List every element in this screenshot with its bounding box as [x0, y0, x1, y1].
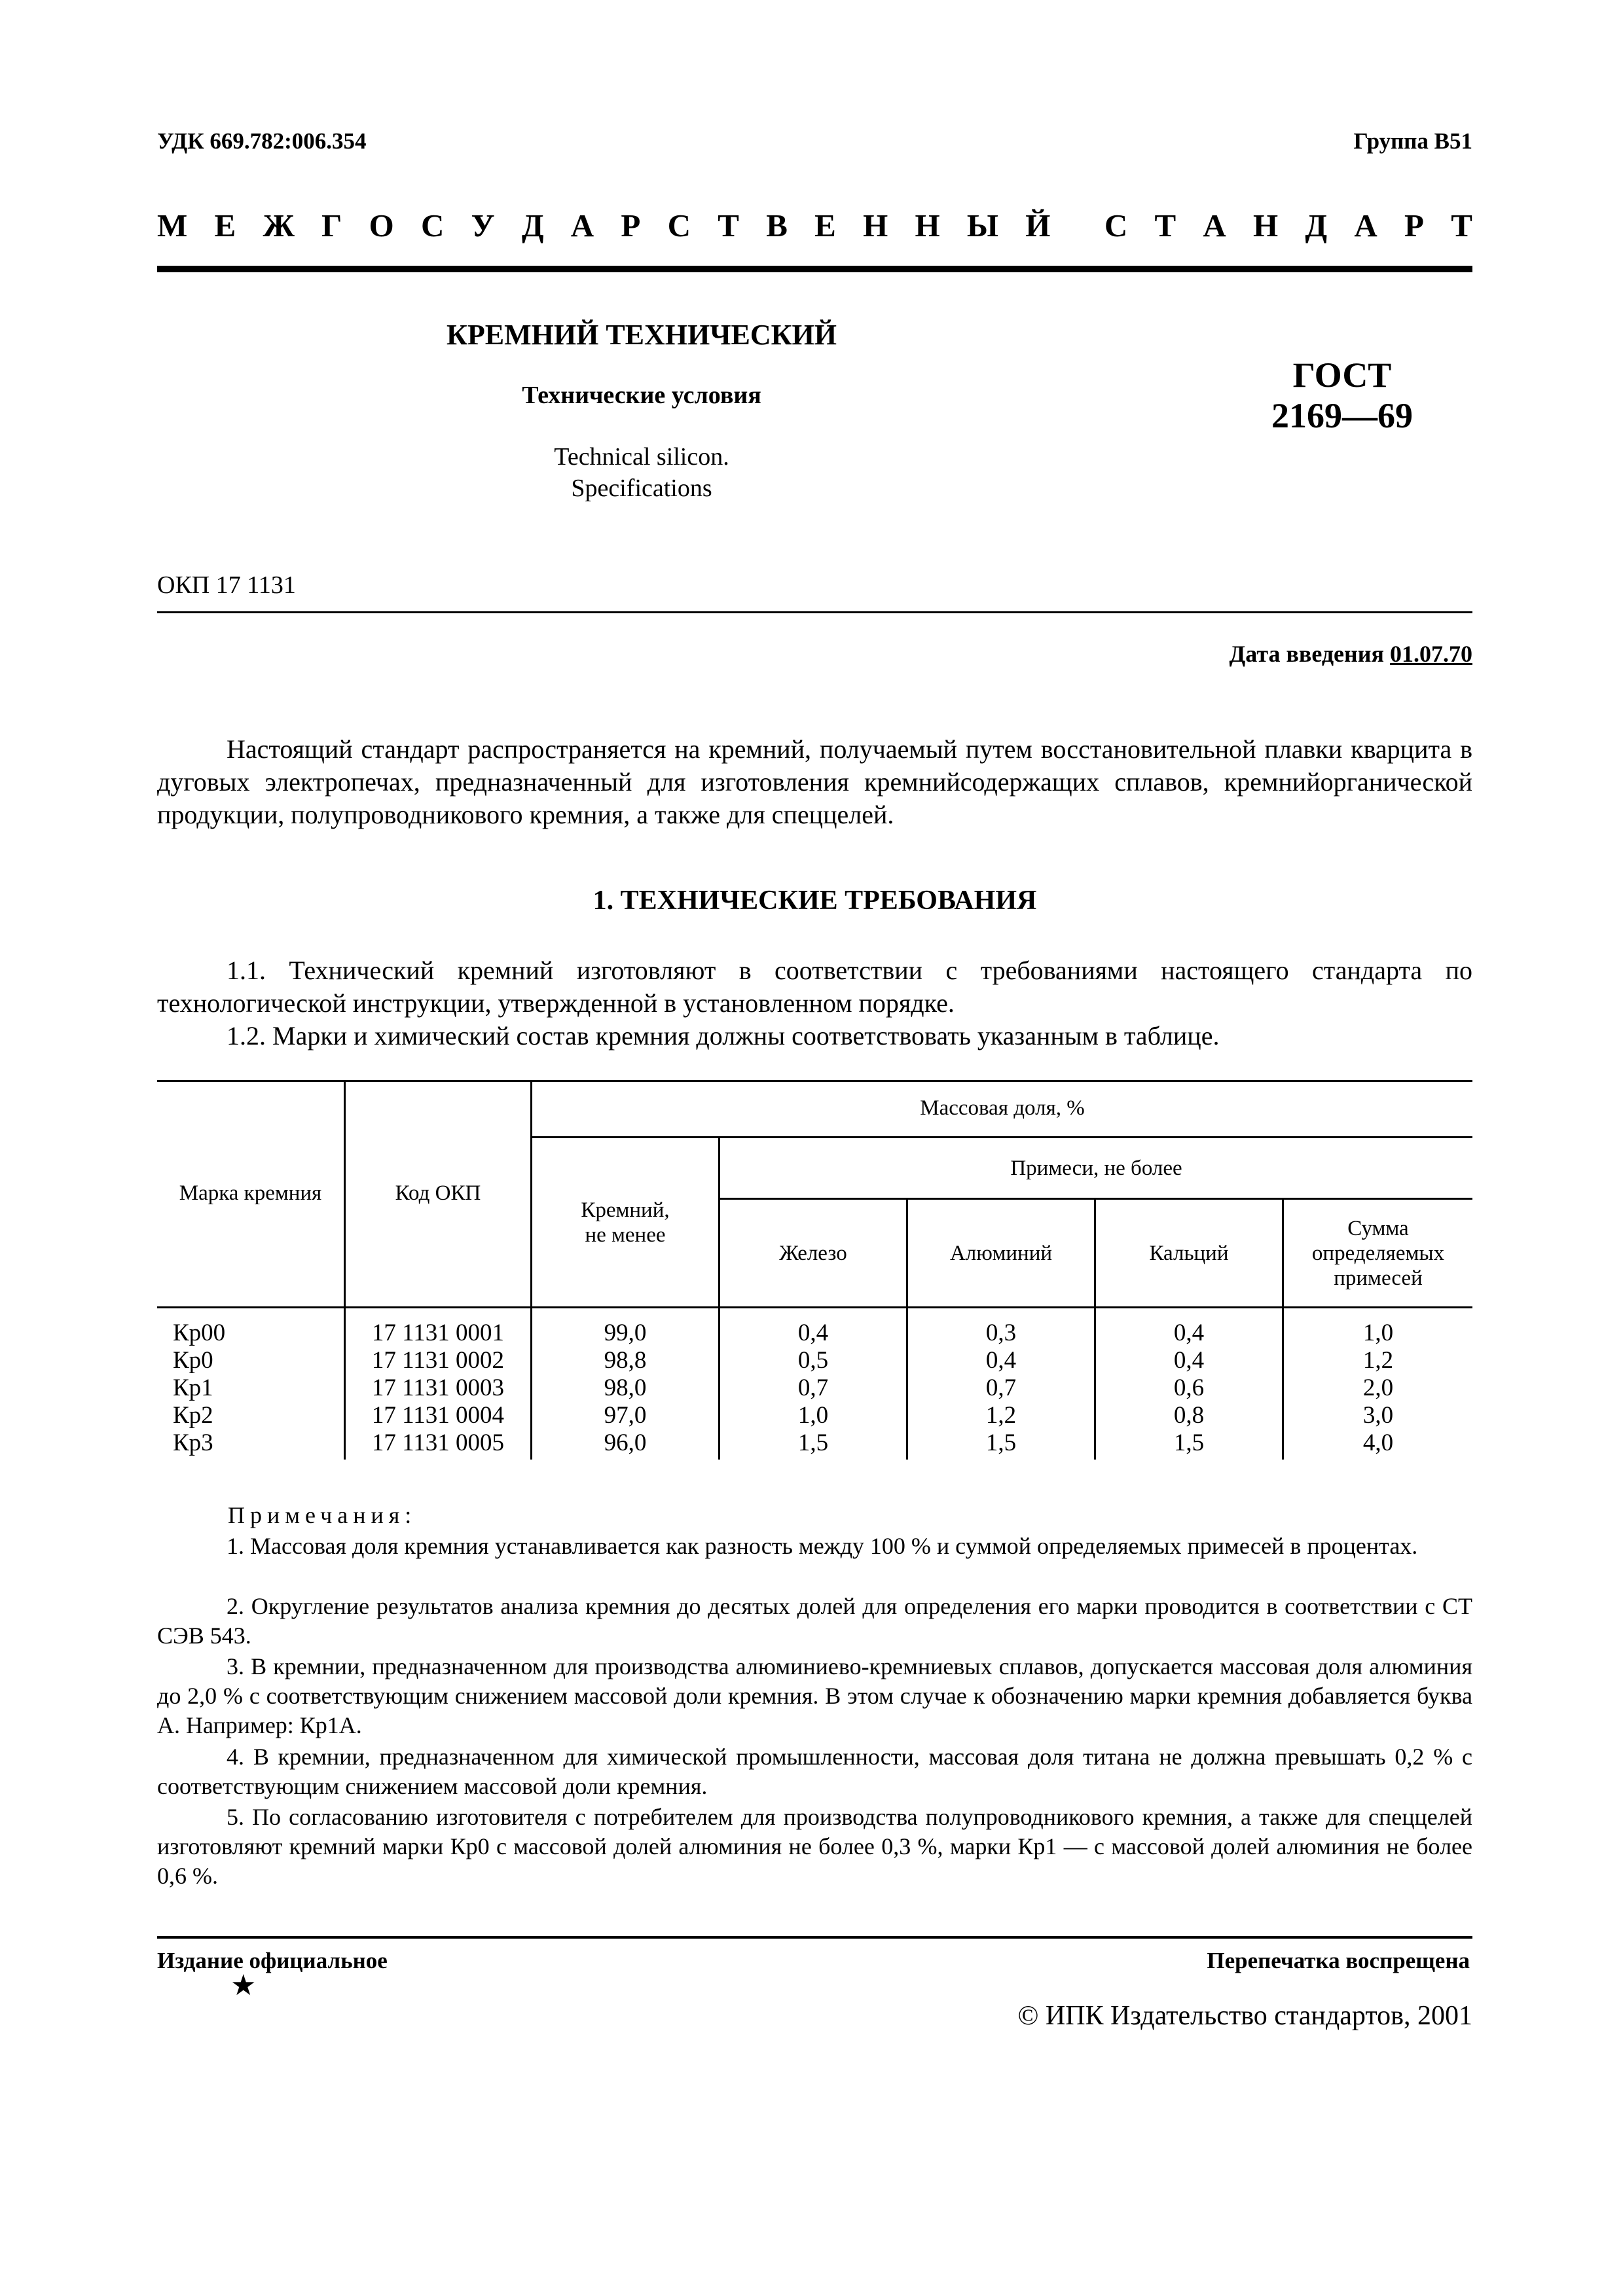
table-cell: 97,0: [604, 1402, 647, 1429]
banner-letter: У: [471, 207, 495, 243]
banner-letter: Р: [621, 207, 641, 243]
banner-letter: Ж: [263, 207, 295, 243]
clause-1-2-text: 1.2. Марки и химический состав кремния должны соответствовать указанным в таблице.: [227, 1021, 1220, 1050]
banner-letter: О: [369, 207, 394, 243]
banner-letter: С: [420, 207, 445, 243]
document-title: КРЕМНИЙ ТЕХНИЧЕСКИЙ: [446, 319, 837, 351]
table-cell: Кр00: [173, 1319, 226, 1346]
banner-letter: Н: [863, 207, 888, 243]
note-3: [157, 1652, 1472, 1740]
section-title: 1. ТЕХНИЧЕСКИЕ ТРЕБОВАНИЯ: [593, 886, 1037, 916]
copyright-line: © ИПК Издательство стандартов, 2001: [1017, 2001, 1472, 2031]
note-5: [157, 1803, 1472, 1891]
note-4-text: 4. В кремнии, предназначенном для химической промышленности, массовая доля титана не должна превышать 0,2 % с соответствующим снижением массовой доли кремния.: [157, 1744, 1472, 1799]
header-sum-impurities: [1284, 1200, 1472, 1306]
introduction-date: [1230, 640, 1473, 668]
clause-1-1: [157, 954, 1472, 1020]
column-aluminium: [908, 1319, 1094, 1457]
table-cell: 0,7: [985, 1374, 1017, 1401]
column-calcium: [1096, 1319, 1282, 1457]
header-thick-rule: [157, 266, 1472, 272]
banner-letter: А: [1354, 207, 1377, 243]
okp-code: ОКП 17 1131: [157, 571, 296, 599]
table-cell: 0,4: [1173, 1319, 1205, 1346]
table-cell: 17 1131 0001: [371, 1319, 505, 1346]
table-cell: 0,3: [985, 1319, 1017, 1346]
column-okp-code: [346, 1319, 530, 1457]
table-cell: 0,5: [797, 1347, 829, 1374]
note-5-text: 5. По согласованию изготовителя с потребителем для производства полупроводникового кремния, а также для спеццелей изготовляют кремний марки Кр0 с массовой долей алюминия не более 0,3 %, марки Кр1 — с массовой долей алюминия не более 0,6 %.: [157, 1804, 1472, 1889]
table-header-bottom: [157, 1306, 1472, 1308]
banner-letter: Р: [1404, 207, 1424, 243]
header-grade: Марка кремния: [179, 1181, 322, 1205]
column-grade: [173, 1319, 337, 1457]
banner-letter: Т: [1451, 207, 1472, 243]
table-cell: 1,0: [797, 1402, 829, 1429]
header-aluminium: Алюминий: [949, 1241, 1053, 1265]
banner-letter: М: [157, 207, 188, 243]
banner-letter: В: [766, 207, 788, 243]
banner-letter: С: [1104, 207, 1128, 243]
banner-letter: Д: [521, 207, 544, 243]
interstate-standard-banner: [157, 207, 1472, 243]
note-1: [157, 1532, 1472, 1561]
reprint-prohibited-label: Перепечатка воспрещена: [1207, 1948, 1470, 1973]
composition-table: [157, 1080, 1472, 1460]
table-cell: 3,0: [1362, 1402, 1394, 1429]
banner-letter: А: [1203, 207, 1226, 243]
clause-1-1-text: 1.1. Технический кремний изготовляют в соответствии с требованиями настоящего стандарта по технологической инструкции, утвержденной в установленном порядке.: [157, 956, 1472, 1018]
note-1-text: 1. Массовая доля кремния устанавливается как разность между 100 % и суммой определяемых примесей в процентах.: [227, 1533, 1418, 1559]
header-iron: Железо: [779, 1241, 847, 1265]
table-cell: 0,4: [797, 1319, 829, 1346]
table-cell: 0,8: [1173, 1402, 1205, 1429]
table-cell: 17 1131 0002: [371, 1347, 505, 1374]
table-cell: 0,4: [985, 1347, 1017, 1374]
banner-letter: Д: [1305, 207, 1328, 243]
table-cell: 0,6: [1173, 1374, 1205, 1401]
header-sum-line2: определяемых: [1311, 1241, 1445, 1265]
table-cell: 99,0: [604, 1319, 647, 1346]
column-silicon: [532, 1319, 718, 1457]
table-cell: Кр0: [173, 1347, 213, 1374]
udc-code: УДК 669.782:006.354: [157, 128, 367, 154]
banner-letter: Е: [214, 207, 236, 243]
notes-title: Примечания:: [228, 1502, 417, 1528]
header-sum-line1: Сумма: [1347, 1216, 1409, 1240]
banner-letter: Т: [1154, 207, 1176, 243]
table-cell: 0,4: [1173, 1347, 1205, 1374]
header-sum-line3: примесей: [1334, 1266, 1423, 1290]
banner-letter: Т: [718, 207, 739, 243]
note-2: [157, 1592, 1472, 1651]
introduction-date-value: 01.07.70: [1390, 641, 1472, 667]
table-cell: 1,2: [985, 1402, 1017, 1429]
banner-letter: Г: [321, 207, 342, 243]
column-iron: [720, 1319, 906, 1457]
banner-letter: А: [570, 207, 594, 243]
english-title-line1: Technical silicon.: [554, 443, 729, 471]
table-cell: 4,0: [1362, 1429, 1394, 1456]
banner-letter: Й: [1025, 207, 1051, 243]
table-cell: Кр3: [173, 1429, 213, 1456]
table-cell: 98,0: [604, 1374, 647, 1401]
header-silicon-line1: Кремний,: [581, 1198, 670, 1222]
footer-rule: [157, 1936, 1472, 1939]
banner-letter: Ы: [966, 207, 998, 243]
gost-label: ГОСТ: [1292, 355, 1392, 395]
scope-paragraph: [157, 733, 1472, 831]
gost-number: 2169—69: [1271, 396, 1413, 435]
scope-text: Настоящий стандарт распространяется на кремний, получаемый путем восстановительной плавки кварцита в дуговых электропечах, предназначенный для изготовления кремнийсодержащих сплавов, кремнийорганической продукции, полупроводникового кремния, а также для спеццелей.: [157, 734, 1472, 829]
table-cell: Кр2: [173, 1402, 213, 1429]
official-edition-label: Издание официальное: [157, 1948, 388, 1973]
introduction-date-label: Дата введения: [1229, 641, 1384, 667]
star-icon: ★: [230, 1969, 257, 2001]
note-2-text: 2. Округление результатов анализа кремния до десятых долей для определения его марки проводится в соответствии с СТ СЭВ 543.: [157, 1593, 1472, 1649]
column-sum: [1284, 1319, 1472, 1457]
banner-letter: Н: [1253, 207, 1279, 243]
banner-letter: Е: [814, 207, 836, 243]
header-silicon-line2: не менее: [585, 1223, 666, 1247]
table-cell: 1,5: [797, 1429, 829, 1456]
english-title-line2: Specifications: [571, 475, 712, 502]
table-cell: Кр1: [173, 1374, 213, 1401]
header-silicon: [532, 1138, 718, 1306]
okp-rule: [157, 611, 1472, 613]
note-4: [157, 1742, 1472, 1801]
banner-letter: Н: [915, 207, 940, 243]
note-3-text: 3. В кремнии, предназначенном для производства алюминиево-кремниевых сплавов, допускается массовая доля алюминия до 2,0 % с соответствующим снижением массовой доли кремния. В этом случае к обозначению марки кремния добавляется буква А. Например: Кр1А.: [157, 1653, 1472, 1738]
header-impurities: Примеси, не более: [1010, 1156, 1182, 1180]
header-mass-fraction: Массовая доля, %: [920, 1096, 1085, 1120]
standard-group: Группа В51: [1353, 128, 1472, 154]
table-cell: 1,0: [1362, 1319, 1394, 1346]
table-cell: 0,7: [797, 1374, 829, 1401]
header-okp-code: Код ОКП: [395, 1181, 481, 1205]
banner-letter: С: [667, 207, 691, 243]
clause-1-2: [157, 1020, 1472, 1052]
table-cell: 17 1131 0004: [371, 1402, 505, 1429]
table-cell: 96,0: [604, 1429, 647, 1456]
table-cell: 17 1131 0003: [371, 1374, 505, 1401]
header-calcium: Кальций: [1149, 1241, 1229, 1265]
table-cell: 98,8: [604, 1347, 647, 1374]
table-cell: 17 1131 0005: [371, 1429, 505, 1456]
table-cell: 1,5: [1173, 1429, 1205, 1456]
table-cell: 1,2: [1362, 1347, 1394, 1374]
table-cell: 2,0: [1362, 1374, 1394, 1401]
table-cell: 1,5: [985, 1429, 1017, 1456]
document-subtitle: Технические условия: [522, 382, 761, 409]
